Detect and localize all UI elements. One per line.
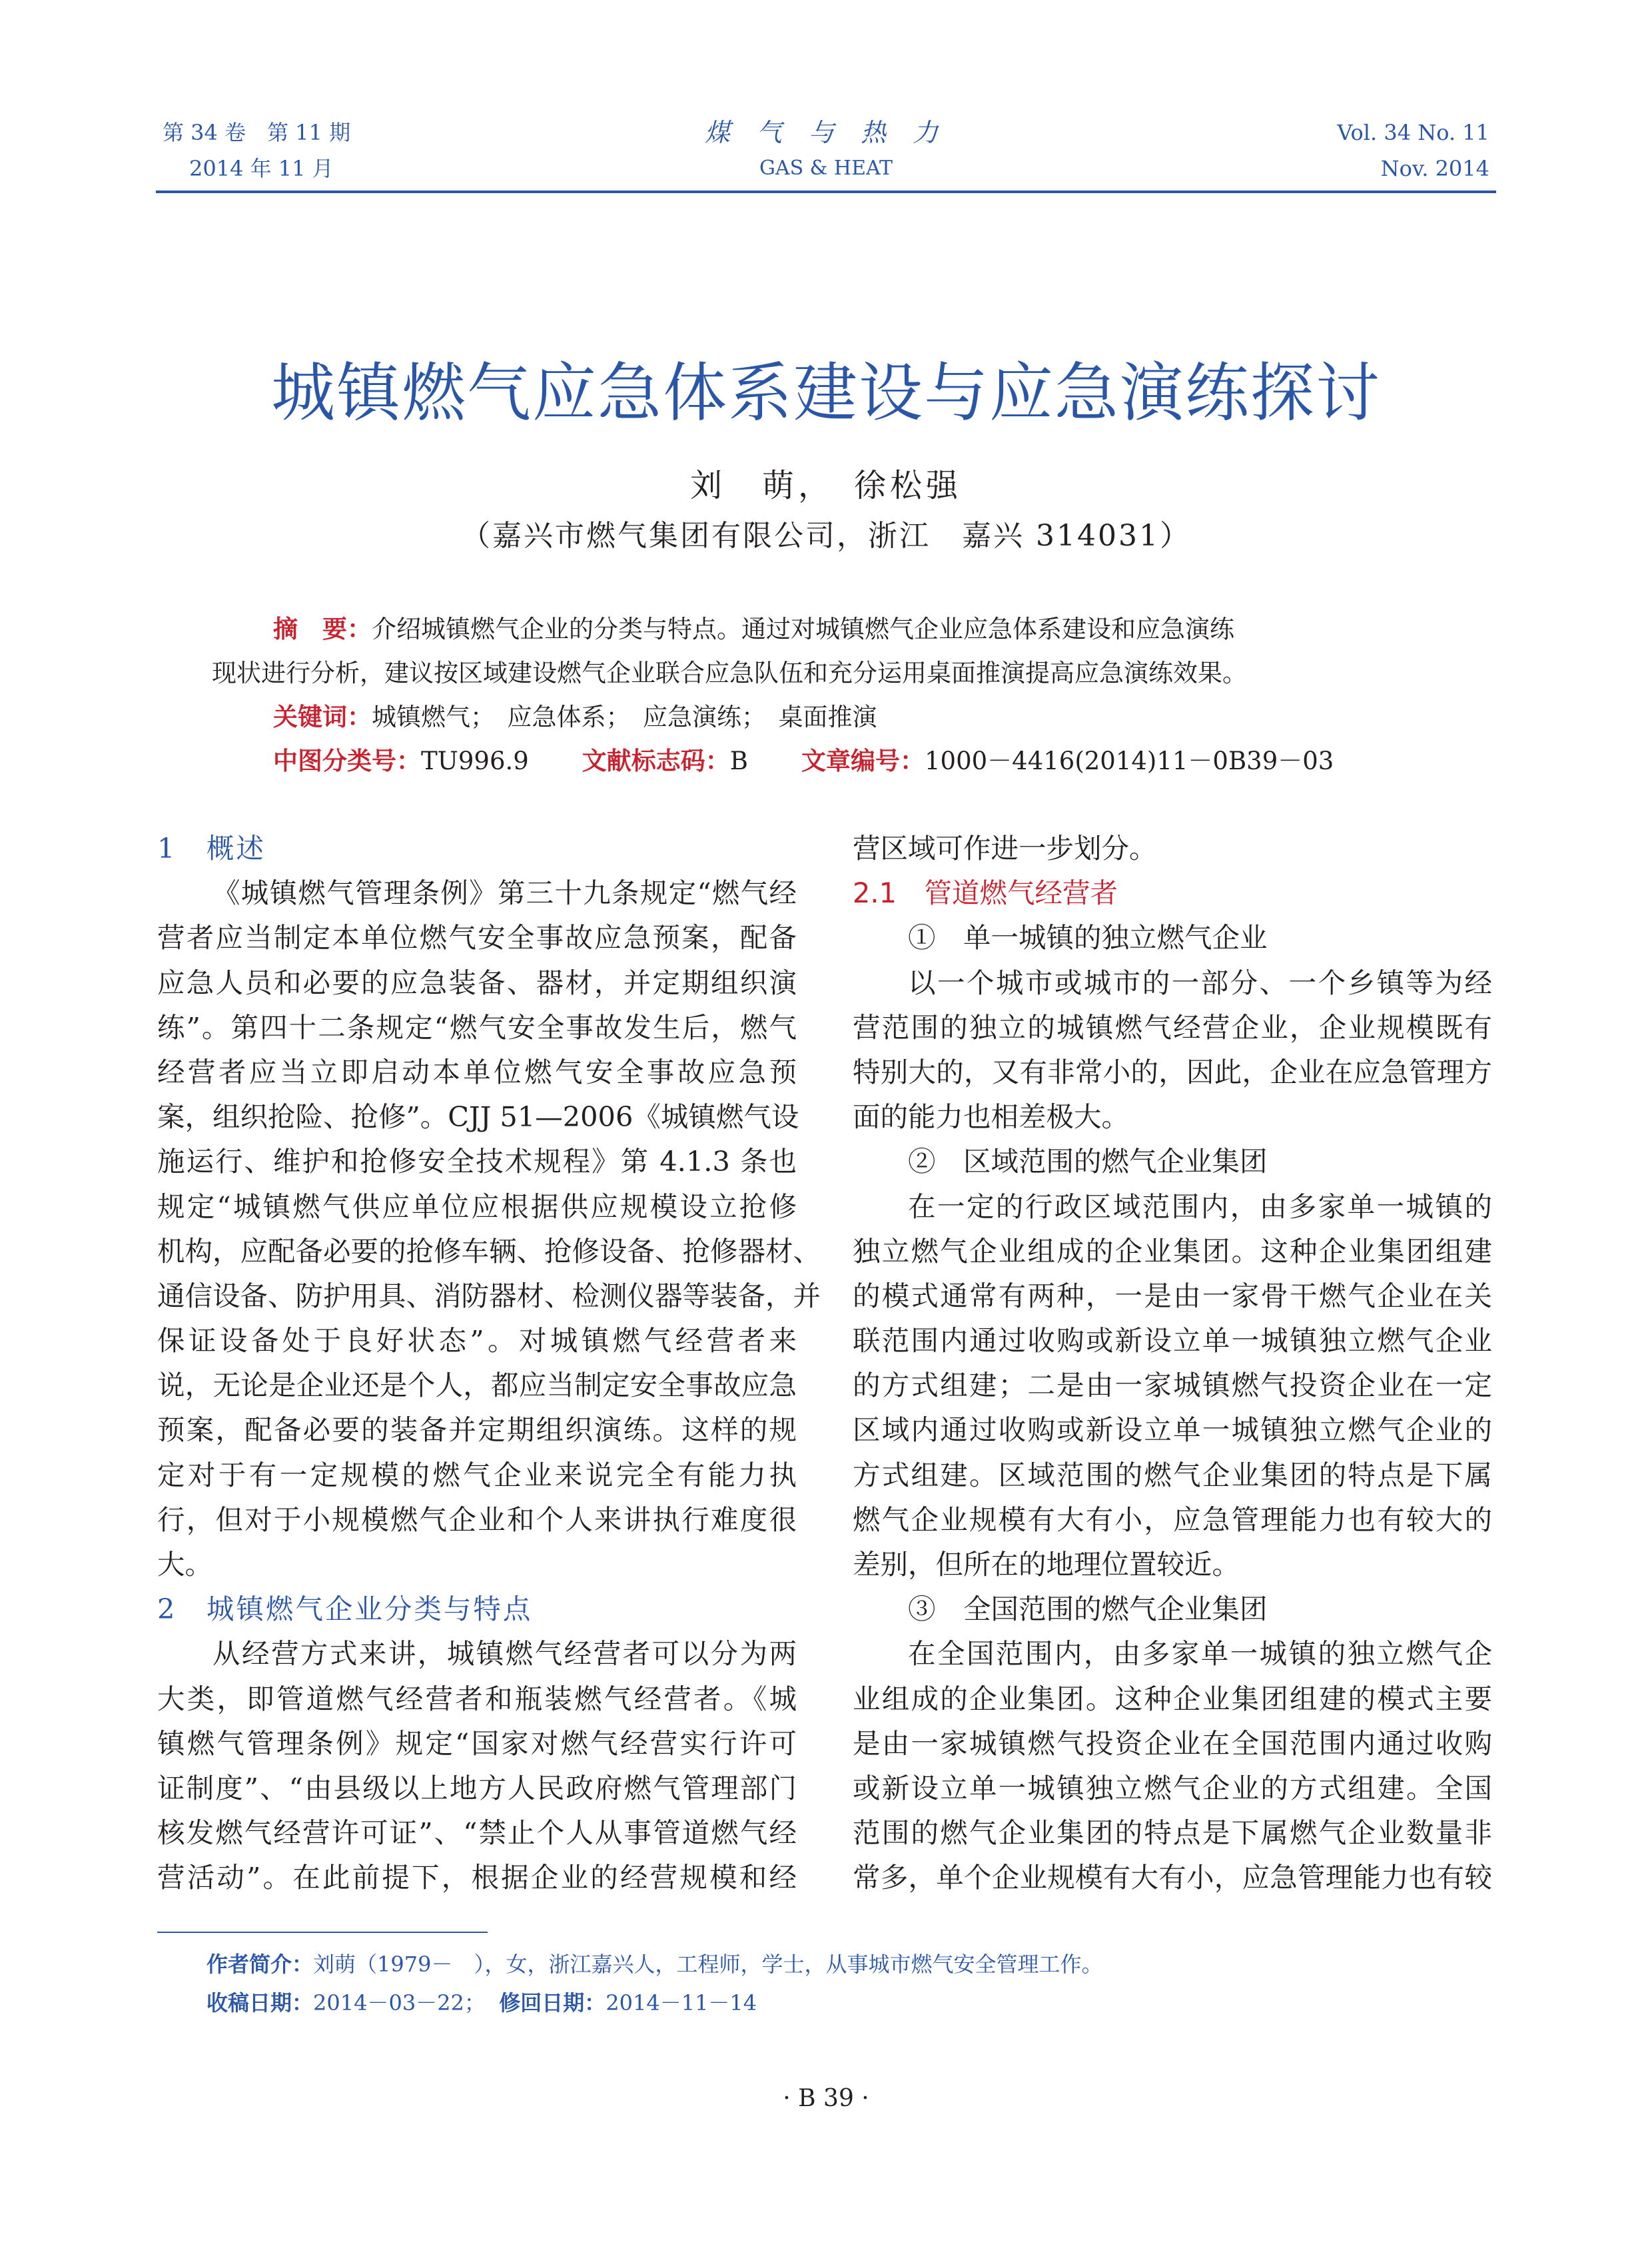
paragraph-line: 区域内通过收购或新设立单一城镇独立燃气企业的 <box>853 1413 1492 1447</box>
paragraph-line: 范围的燃气企业集团的特点是下属燃气企业数量非 <box>853 1816 1492 1850</box>
journal-volume-en <box>1337 115 1489 187</box>
journal-name <box>693 115 959 187</box>
footnote <box>206 1945 1102 2022</box>
paragraph-line: 营范围的独立的城镇燃气经营企业，企业规模既有 <box>853 1010 1492 1044</box>
doc-code-value: B <box>729 747 748 775</box>
bio-text: 刘萌（1979－ ），女，浙江嘉兴人，工程师，学士，从事城市燃气安全管理工作。 <box>313 1952 1103 1977</box>
paragraph-line: 营活动”。在此前提下，根据企业的经营规模和经 <box>157 1861 797 1894</box>
paragraph-line: 核发燃气经营许可证”、“禁止个人从事管道燃气经 <box>157 1816 797 1850</box>
paragraph-line: 从经营方式来讲，城镇燃气经营者可以分为两 <box>212 1637 797 1671</box>
issue-date: 2014 年 11 月 <box>189 156 334 181</box>
journal-volume-issue <box>163 115 350 187</box>
item-heading-1: ① 单一城镇的独立燃气企业 <box>908 921 1268 954</box>
revised-label: 修回日期： <box>499 1990 606 2016</box>
paragraph-line: 证制度”、“由县级以上地方人民政府燃气管理部门 <box>157 1771 797 1804</box>
paragraph-line: 定对于有一定规模的燃气企业来说完全有能力执 <box>157 1458 797 1491</box>
received-label: 收稿日期： <box>206 1990 314 2016</box>
abstract-label: 摘 要： <box>273 615 372 643</box>
clc-label: 中图分类号： <box>273 747 421 775</box>
abstract-block <box>212 607 1441 783</box>
author-affiliation: （嘉兴市燃气集团有限公司，浙江 嘉兴 314031） <box>461 519 1191 553</box>
paragraph-line: 方式组建。区域范围的燃气企业集团的特点是下属 <box>853 1458 1492 1491</box>
keywords-line <box>212 695 1441 739</box>
paragraph-line: 行，但对于小规模燃气企业和个人来讲执行难度很 <box>157 1503 797 1536</box>
journal-name-cn: 煤 气 与 热 力 <box>704 118 948 147</box>
author-bio <box>206 1945 1102 1984</box>
volume-issue: 第 34 卷 第 11 期 <box>163 120 351 145</box>
paragraph-line: 营者应当制定本单位燃气安全事故应急预案，配备 <box>157 921 797 954</box>
paragraph-line: 是由一家城镇燃气投资企业在全国范围内通过收购 <box>853 1726 1492 1760</box>
paragraph-line: 大类，即管道燃气经营者和瓶装燃气经营者。《城 <box>157 1682 797 1715</box>
journal-name-en: GAS & HEAT <box>759 157 893 180</box>
bio-label: 作者简介： <box>206 1952 314 1977</box>
header-rule <box>156 190 1496 193</box>
paragraph-line: 规定“城镇燃气供应单位应根据供应规模设立抢修 <box>157 1190 797 1223</box>
paragraph-line: 大。 <box>157 1548 213 1581</box>
article-no-value: 1000－4416(2014)11－0B39－03 <box>925 747 1334 775</box>
abstract-line-1 <box>212 607 1441 651</box>
footnote-rule <box>157 1932 488 1933</box>
paper-title: 城镇燃气应急体系建设与应急演练探讨 <box>271 356 1381 430</box>
paragraph-line: 联范围内通过收购或新设立单一城镇独立燃气企业 <box>853 1324 1492 1357</box>
paragraph-line: 练”。第四十二条规定“燃气安全事故发生后，燃气 <box>157 1010 797 1044</box>
paragraph-line: 业组成的企业集团。这种企业集团组建的模式主要 <box>853 1682 1492 1715</box>
body-right-column <box>853 826 1492 1900</box>
paragraph-line: 应急人员和必要的应急装备、器材，并定期组织演 <box>157 966 797 999</box>
paragraph-line: 独立燃气企业组成的企业集团。这种企业集团组建 <box>853 1234 1492 1268</box>
paragraph-line: 预案，配备必要的装备并定期组织演练。这样的规 <box>157 1413 797 1447</box>
paragraph-line: 《城镇燃气管理条例》第三十九条规定“燃气经 <box>212 877 797 910</box>
paragraph-line: 面的能力也相差极大。 <box>853 1100 1130 1134</box>
paragraph-line: 在一定的行政区域范围内，由多家单一城镇的 <box>908 1190 1492 1223</box>
item-heading-3: ③ 全国范围的燃气企业集团 <box>908 1593 1268 1626</box>
paragraph-line: 或新设立单一城镇独立燃气企业的方式组建。全国 <box>853 1771 1492 1804</box>
paragraph-line: 特别大的，又有非常小的，因此，企业在应急管理方 <box>853 1055 1492 1088</box>
paragraph-line: 施运行、维护和抢修安全技术规程》第 4.1.3 条也 <box>157 1145 797 1178</box>
date-en: Nov. 2014 <box>1380 156 1489 181</box>
dates-line <box>206 1984 1102 2022</box>
abstract-text-1: 介绍城镇燃气企业的分类与特点。通过对城镇燃气企业应急体系建设和应急演练 <box>372 615 1234 643</box>
abstract-line-2: 现状进行分析，建议按区域建设燃气企业联合应急队伍和充分运用桌面推演提高应急演练效果。 <box>212 659 1247 687</box>
paragraph-line: 燃气企业规模有大有小，应急管理能力也有较大的 <box>853 1503 1492 1536</box>
body-left-column <box>157 826 821 1900</box>
paragraph-line: 镇燃气管理条例》规定“国家对燃气经营实行许可 <box>157 1726 797 1760</box>
section-heading-1: 1 概述 <box>157 832 266 865</box>
subsection-heading-2-1: 2.1 管道燃气经营者 <box>853 877 1118 910</box>
paragraph-line: 营区域可作进一步划分。 <box>853 832 1157 865</box>
paragraph-line: 保证设备处于良好状态”。对城镇燃气经营者来 <box>157 1324 797 1357</box>
keywords-text: 城镇燃气； 应急体系； 应急演练； 桌面推演 <box>372 703 877 731</box>
paragraph-line: 案，组织抢险、抢修”。CJJ 51—2006《城镇燃气设 <box>157 1100 799 1134</box>
item-heading-2: ② 区域范围的燃气企业集团 <box>908 1145 1268 1178</box>
revised-date: 2014－11－14 <box>606 1990 757 2016</box>
received-date: 2014－03－22； <box>313 1990 486 2016</box>
paragraph-line: 的方式组建；二是由一家城镇燃气投资企业在一定 <box>853 1369 1492 1402</box>
paragraph-line: 以一个城市或城市的一部分、一个乡镇等为经 <box>908 966 1492 999</box>
volume-en: Vol. 34 No. 11 <box>1337 120 1489 145</box>
paragraph-line: 说，无论是企业还是个人，都应当制定安全事故应急 <box>157 1369 797 1402</box>
paragraph-line: 通信设备、防护用具、消防器材、检测仪器等装备，并 <box>157 1279 821 1312</box>
article-no-label: 文章编号： <box>801 747 925 775</box>
paragraph-line: 差别，但所在的地理位置较近。 <box>853 1548 1240 1581</box>
paragraph-line: 常多，单个企业规模有大有小，应急管理能力也有较 <box>853 1861 1492 1894</box>
paragraph-line: 的模式通常有两种，一是由一家骨干燃气企业在关 <box>853 1279 1492 1312</box>
paragraph-line: 在全国范围内，由多家单一城镇的独立燃气企 <box>908 1637 1492 1671</box>
paragraph-line: 机构，应配备必要的抢修车辆、抢修设备、抢修器材、 <box>157 1234 821 1268</box>
classification-line <box>212 739 1441 783</box>
section-heading-2: 2 城镇燃气企业分类与特点 <box>157 1593 533 1626</box>
clc-value: TU996.9 <box>421 747 529 775</box>
paper-authors: 刘 萌， 徐松强 <box>689 467 962 504</box>
paragraph-line: 经营者应当立即启动本单位燃气安全事故应急预 <box>157 1055 797 1088</box>
keywords-label: 关键词： <box>273 703 372 731</box>
doc-code-label: 文献标志码： <box>582 747 730 775</box>
page-number: · B 39 · <box>783 2085 869 2112</box>
